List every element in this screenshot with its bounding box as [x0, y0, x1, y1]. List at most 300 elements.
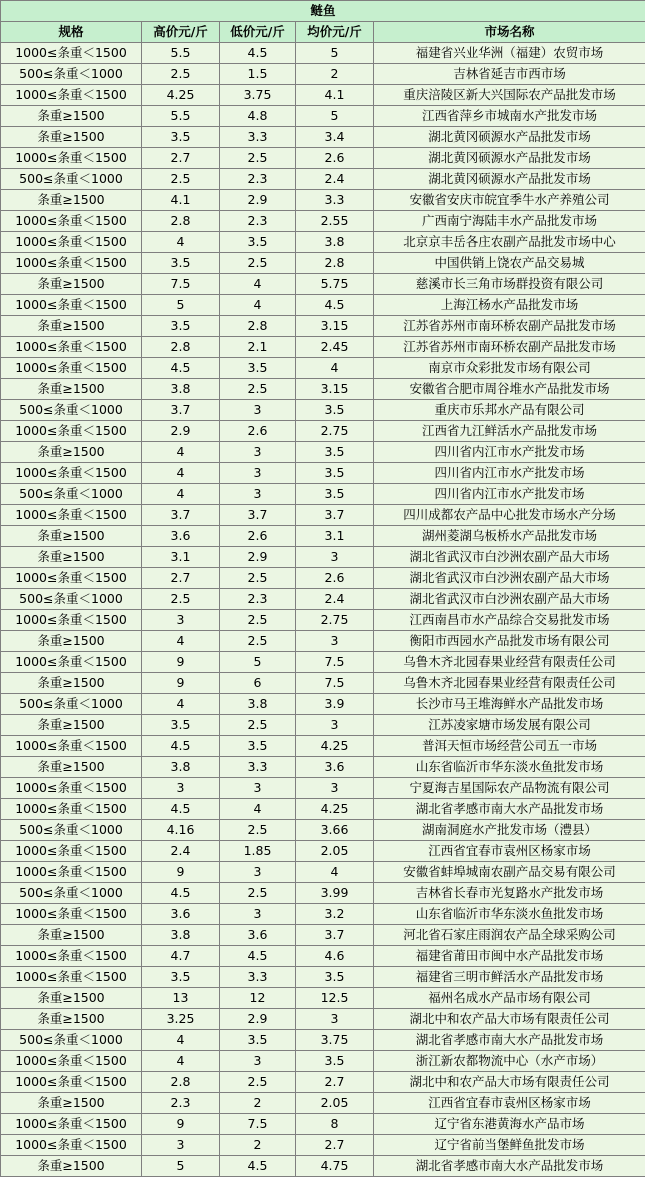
- table-row: [1, 379, 645, 400]
- low-price-cell: 3: [220, 484, 296, 505]
- market-name-cell: 长沙市马王堆海鲜水产品批发市场: [374, 694, 645, 715]
- avg-price-cell: 2.45: [296, 337, 374, 358]
- market-name-cell: 重庆涪陵区新大兴国际农产品批发市场: [374, 85, 645, 106]
- low-price-cell: 3.5: [220, 736, 296, 757]
- avg-price-cell: 3: [296, 778, 374, 799]
- low-price-cell: 2.5: [220, 610, 296, 631]
- spec-cell: 1000≤条重＜1500: [1, 85, 142, 106]
- spec-cell: 条重≥1500: [1, 1009, 142, 1030]
- table-row: [1, 904, 645, 925]
- spec-cell: 条重≥1500: [1, 925, 142, 946]
- spec-cell: 条重≥1500: [1, 547, 142, 568]
- avg-price-cell: 4.25: [296, 799, 374, 820]
- table-row: [1, 736, 645, 757]
- avg-price-cell: 3.75: [296, 1030, 374, 1051]
- low-price-cell: 2.5: [220, 631, 296, 652]
- header-row: [1, 22, 645, 43]
- high-price-cell: 4: [142, 631, 220, 652]
- high-price-cell: 4: [142, 1051, 220, 1072]
- low-price-cell: 4: [220, 295, 296, 316]
- table-row: [1, 127, 645, 148]
- spec-cell: 条重≥1500: [1, 1093, 142, 1114]
- low-price-cell: 2.3: [220, 169, 296, 190]
- low-price-cell: 2.9: [220, 1009, 296, 1030]
- high-price-cell: 3.5: [142, 715, 220, 736]
- low-price-cell: 4: [220, 799, 296, 820]
- avg-price-cell: 4: [296, 358, 374, 379]
- spec-cell: 500≤条重＜1000: [1, 883, 142, 904]
- low-price-cell: 2.1: [220, 337, 296, 358]
- spec-cell: 1000≤条重＜1500: [1, 568, 142, 589]
- high-price-cell: 3.1: [142, 547, 220, 568]
- high-price-cell: 3.5: [142, 127, 220, 148]
- avg-price-cell: 3.99: [296, 883, 374, 904]
- low-price-cell: 3: [220, 400, 296, 421]
- spec-cell: 1000≤条重＜1500: [1, 337, 142, 358]
- table-row: [1, 232, 645, 253]
- avg-price-cell: 8: [296, 1114, 374, 1135]
- table-row: [1, 841, 645, 862]
- table-row: [1, 1009, 645, 1030]
- table-row: [1, 43, 645, 64]
- table-row: [1, 652, 645, 673]
- market-name-cell: 上海江杨水产品批发市场: [374, 295, 645, 316]
- market-name-cell: 四川省内江市水产批发市场: [374, 442, 645, 463]
- header-high-price: 高价元/斤: [142, 22, 220, 43]
- avg-price-cell: 2.4: [296, 169, 374, 190]
- table-row: [1, 295, 645, 316]
- avg-price-cell: 3: [296, 547, 374, 568]
- spec-cell: 1000≤条重＜1500: [1, 148, 142, 169]
- avg-price-cell: 5: [296, 106, 374, 127]
- low-price-cell: 2.3: [220, 589, 296, 610]
- high-price-cell: 3.5: [142, 316, 220, 337]
- avg-price-cell: 7.5: [296, 673, 374, 694]
- avg-price-cell: 2.6: [296, 148, 374, 169]
- avg-price-cell: 2.75: [296, 421, 374, 442]
- market-name-cell: 安徽省蚌埠城南农副产品交易有限公司: [374, 862, 645, 883]
- high-price-cell: 3.8: [142, 757, 220, 778]
- market-name-cell: 北京京丰岳各庄农副产品批发市场中心: [374, 232, 645, 253]
- low-price-cell: 3: [220, 442, 296, 463]
- table-row: [1, 820, 645, 841]
- high-price-cell: 9: [142, 652, 220, 673]
- low-price-cell: 2.5: [220, 883, 296, 904]
- table-row: [1, 148, 645, 169]
- high-price-cell: 5.5: [142, 106, 220, 127]
- table-row: [1, 316, 645, 337]
- avg-price-cell: 2.05: [296, 841, 374, 862]
- high-price-cell: 4: [142, 463, 220, 484]
- table-row: [1, 442, 645, 463]
- market-name-cell: 中国供销上饶农产品交易城: [374, 253, 645, 274]
- avg-price-cell: 4.5: [296, 295, 374, 316]
- table-row: [1, 610, 645, 631]
- low-price-cell: 2.6: [220, 526, 296, 547]
- avg-price-cell: 3: [296, 715, 374, 736]
- avg-price-cell: 3.5: [296, 1051, 374, 1072]
- table-row: [1, 274, 645, 295]
- title-row: [1, 1, 645, 22]
- market-name-cell: 浙江新农都物流中心（水产市场）: [374, 1051, 645, 1072]
- high-price-cell: 2.8: [142, 337, 220, 358]
- low-price-cell: 4: [220, 274, 296, 295]
- high-price-cell: 3.5: [142, 253, 220, 274]
- table-row: [1, 526, 645, 547]
- market-name-cell: 江苏凌家塘市场发展有限公司: [374, 715, 645, 736]
- high-price-cell: 4.5: [142, 736, 220, 757]
- market-name-cell: 河北省石家庄雨润农产品全球采购公司: [374, 925, 645, 946]
- high-price-cell: 4: [142, 694, 220, 715]
- spec-cell: 条重≥1500: [1, 106, 142, 127]
- table-row: [1, 190, 645, 211]
- table-row: [1, 967, 645, 988]
- market-name-cell: 安徽省合肥市周谷堆水产品批发市场: [374, 379, 645, 400]
- high-price-cell: 9: [142, 673, 220, 694]
- table-row: [1, 169, 645, 190]
- table-row: [1, 85, 645, 106]
- spec-cell: 1000≤条重＜1500: [1, 1135, 142, 1156]
- market-name-cell: 江苏省苏州市南环桥农副产品批发市场: [374, 337, 645, 358]
- table-row: [1, 862, 645, 883]
- spec-cell: 1000≤条重＜1500: [1, 211, 142, 232]
- high-price-cell: 2.8: [142, 1072, 220, 1093]
- spec-cell: 条重≥1500: [1, 1156, 142, 1177]
- high-price-cell: 3: [142, 1135, 220, 1156]
- high-price-cell: 5: [142, 295, 220, 316]
- low-price-cell: 3.75: [220, 85, 296, 106]
- spec-cell: 条重≥1500: [1, 526, 142, 547]
- table-row: [1, 1093, 645, 1114]
- low-price-cell: 2.5: [220, 715, 296, 736]
- high-price-cell: 2.3: [142, 1093, 220, 1114]
- table-row: [1, 946, 645, 967]
- table-row: [1, 64, 645, 85]
- avg-price-cell: 3.3: [296, 190, 374, 211]
- high-price-cell: 13: [142, 988, 220, 1009]
- spec-cell: 条重≥1500: [1, 379, 142, 400]
- table-row: [1, 421, 645, 442]
- market-name-cell: 重庆市乐邦水产品有限公司: [374, 400, 645, 421]
- market-name-cell: 福建省三明市鲜活水产品批发市场: [374, 967, 645, 988]
- low-price-cell: 3: [220, 778, 296, 799]
- spec-cell: 1000≤条重＜1500: [1, 967, 142, 988]
- market-name-cell: 乌鲁木齐北园春果业经营有限责任公司: [374, 652, 645, 673]
- low-price-cell: 2: [220, 1093, 296, 1114]
- low-price-cell: 4.8: [220, 106, 296, 127]
- avg-price-cell: 3.5: [296, 463, 374, 484]
- high-price-cell: 2.5: [142, 169, 220, 190]
- table-row: [1, 505, 645, 526]
- high-price-cell: 4.5: [142, 358, 220, 379]
- avg-price-cell: 3.6: [296, 757, 374, 778]
- high-price-cell: 4.5: [142, 799, 220, 820]
- low-price-cell: 3.6: [220, 925, 296, 946]
- spec-cell: 1000≤条重＜1500: [1, 778, 142, 799]
- avg-price-cell: 3: [296, 1009, 374, 1030]
- high-price-cell: 9: [142, 1114, 220, 1135]
- spec-cell: 500≤条重＜1000: [1, 1030, 142, 1051]
- low-price-cell: 2.5: [220, 1072, 296, 1093]
- low-price-cell: 2.3: [220, 211, 296, 232]
- market-name-cell: 湖北中和农产品大市场有限责任公司: [374, 1009, 645, 1030]
- avg-price-cell: 4: [296, 862, 374, 883]
- header-low-price: 低价元/斤: [220, 22, 296, 43]
- spec-cell: 1000≤条重＜1500: [1, 43, 142, 64]
- low-price-cell: 2.6: [220, 421, 296, 442]
- table-row: [1, 1156, 645, 1177]
- avg-price-cell: 5.75: [296, 274, 374, 295]
- avg-price-cell: 3.9: [296, 694, 374, 715]
- market-name-cell: 广西南宁海陆丰水产品批发市场: [374, 211, 645, 232]
- market-name-cell: 福建省兴业华洲（福建）农贸市场: [374, 43, 645, 64]
- spec-cell: 1000≤条重＜1500: [1, 736, 142, 757]
- table-row: [1, 568, 645, 589]
- high-price-cell: 3.7: [142, 505, 220, 526]
- high-price-cell: 4.1: [142, 190, 220, 211]
- market-name-cell: 湖北省武汉市白沙洲农副产品大市场: [374, 589, 645, 610]
- table-row: [1, 715, 645, 736]
- market-name-cell: 辽宁省前当堡鲜鱼批发市场: [374, 1135, 645, 1156]
- market-name-cell: 南京市众彩批发市场有限公司: [374, 358, 645, 379]
- avg-price-cell: 12.5: [296, 988, 374, 1009]
- avg-price-cell: 3.7: [296, 505, 374, 526]
- spec-cell: 1000≤条重＜1500: [1, 253, 142, 274]
- low-price-cell: 3: [220, 904, 296, 925]
- spec-cell: 500≤条重＜1000: [1, 169, 142, 190]
- low-price-cell: 7.5: [220, 1114, 296, 1135]
- low-price-cell: 2.9: [220, 190, 296, 211]
- low-price-cell: 3: [220, 463, 296, 484]
- market-name-cell: 湖北黄冈硕源水产品批发市场: [374, 148, 645, 169]
- market-name-cell: 乌鲁木齐北园春果业经营有限责任公司: [374, 673, 645, 694]
- avg-price-cell: 2.75: [296, 610, 374, 631]
- table-row: [1, 1114, 645, 1135]
- avg-price-cell: 2.05: [296, 1093, 374, 1114]
- table-row: [1, 1135, 645, 1156]
- spec-cell: 条重≥1500: [1, 274, 142, 295]
- low-price-cell: 3.8: [220, 694, 296, 715]
- high-price-cell: 5.5: [142, 43, 220, 64]
- low-price-cell: 3.3: [220, 967, 296, 988]
- high-price-cell: 4.16: [142, 820, 220, 841]
- table-row: [1, 106, 645, 127]
- high-price-cell: 3.8: [142, 925, 220, 946]
- spec-cell: 1000≤条重＜1500: [1, 232, 142, 253]
- spec-cell: 条重≥1500: [1, 442, 142, 463]
- spec-cell: 1000≤条重＜1500: [1, 904, 142, 925]
- high-price-cell: 4: [142, 232, 220, 253]
- market-name-cell: 江苏省苏州市南环桥农副产品批发市场: [374, 316, 645, 337]
- market-name-cell: 慈溪市长三角市场群投资有限公司: [374, 274, 645, 295]
- spec-cell: 1000≤条重＜1500: [1, 946, 142, 967]
- low-price-cell: 1.5: [220, 64, 296, 85]
- high-price-cell: 7.5: [142, 274, 220, 295]
- low-price-cell: 2: [220, 1135, 296, 1156]
- spec-cell: 1000≤条重＜1500: [1, 505, 142, 526]
- avg-price-cell: 3.7: [296, 925, 374, 946]
- high-price-cell: 4.5: [142, 883, 220, 904]
- low-price-cell: 3.3: [220, 757, 296, 778]
- table-row: [1, 988, 645, 1009]
- spec-cell: 500≤条重＜1000: [1, 589, 142, 610]
- spec-cell: 1000≤条重＜1500: [1, 610, 142, 631]
- avg-price-cell: 4.6: [296, 946, 374, 967]
- low-price-cell: 2.5: [220, 568, 296, 589]
- spec-cell: 500≤条重＜1000: [1, 694, 142, 715]
- spec-cell: 1000≤条重＜1500: [1, 1051, 142, 1072]
- low-price-cell: 3: [220, 862, 296, 883]
- spec-cell: 1000≤条重＜1500: [1, 1072, 142, 1093]
- avg-price-cell: 3.8: [296, 232, 374, 253]
- market-name-cell: 吉林省延吉市西市场: [374, 64, 645, 85]
- table-row: [1, 757, 645, 778]
- avg-price-cell: 3.15: [296, 316, 374, 337]
- high-price-cell: 3.5: [142, 967, 220, 988]
- avg-price-cell: 2: [296, 64, 374, 85]
- spec-cell: 500≤条重＜1000: [1, 820, 142, 841]
- market-name-cell: 湖南洞庭水产批发市场（澧县）: [374, 820, 645, 841]
- avg-price-cell: 3.5: [296, 400, 374, 421]
- spec-cell: 1000≤条重＜1500: [1, 862, 142, 883]
- high-price-cell: 9: [142, 862, 220, 883]
- avg-price-cell: 3.5: [296, 484, 374, 505]
- low-price-cell: 2.9: [220, 547, 296, 568]
- market-name-cell: 普洱天恒市场经营公司五一市场: [374, 736, 645, 757]
- low-price-cell: 3.5: [220, 232, 296, 253]
- market-name-cell: 湖北中和农产品大市场有限责任公司: [374, 1072, 645, 1093]
- high-price-cell: 2.9: [142, 421, 220, 442]
- table-row: [1, 1072, 645, 1093]
- spec-cell: 1000≤条重＜1500: [1, 421, 142, 442]
- low-price-cell: 3.5: [220, 1030, 296, 1051]
- spec-cell: 条重≥1500: [1, 757, 142, 778]
- avg-price-cell: 2.4: [296, 589, 374, 610]
- spec-cell: 条重≥1500: [1, 988, 142, 1009]
- market-name-cell: 山东省临沂市华东淡水鱼批发市场: [374, 904, 645, 925]
- low-price-cell: 2.5: [220, 820, 296, 841]
- spec-cell: 条重≥1500: [1, 631, 142, 652]
- table-row: [1, 673, 645, 694]
- table-row: [1, 547, 645, 568]
- table-row: [1, 631, 645, 652]
- avg-price-cell: 2.8: [296, 253, 374, 274]
- low-price-cell: 2.5: [220, 379, 296, 400]
- high-price-cell: 4: [142, 1030, 220, 1051]
- avg-price-cell: 4.75: [296, 1156, 374, 1177]
- market-name-cell: 宁夏海吉星国际农产品物流有限公司: [374, 778, 645, 799]
- market-name-cell: 江西省宜春市袁州区杨家市场: [374, 841, 645, 862]
- low-price-cell: 3.5: [220, 358, 296, 379]
- spec-cell: 500≤条重＜1000: [1, 64, 142, 85]
- low-price-cell: 4.5: [220, 43, 296, 64]
- high-price-cell: 3: [142, 610, 220, 631]
- market-name-cell: 江西省萍乡市城南水产批发市场: [374, 106, 645, 127]
- header-market-name: 市场名称: [374, 22, 645, 43]
- low-price-cell: 2.5: [220, 148, 296, 169]
- avg-price-cell: 2.7: [296, 1135, 374, 1156]
- avg-price-cell: 3.2: [296, 904, 374, 925]
- market-name-cell: 湖北省孝感市南大水产品批发市场: [374, 799, 645, 820]
- high-price-cell: 3: [142, 778, 220, 799]
- spec-cell: 500≤条重＜1000: [1, 484, 142, 505]
- table-row: [1, 925, 645, 946]
- low-price-cell: 3.7: [220, 505, 296, 526]
- low-price-cell: 3: [220, 1051, 296, 1072]
- market-name-cell: 江西南昌市水产品综合交易批发市场: [374, 610, 645, 631]
- avg-price-cell: 3: [296, 631, 374, 652]
- market-name-cell: 江西省九江鲜活水产品批发市场: [374, 421, 645, 442]
- spec-cell: 条重≥1500: [1, 673, 142, 694]
- market-name-cell: 湖北省武汉市白沙洲农副产品大市场: [374, 547, 645, 568]
- avg-price-cell: 3.66: [296, 820, 374, 841]
- header-avg-price: 均价元/斤: [296, 22, 374, 43]
- table-row: [1, 400, 645, 421]
- table-row: [1, 253, 645, 274]
- market-name-cell: 山东省临沂市华东淡水鱼批发市场: [374, 757, 645, 778]
- avg-price-cell: 3.1: [296, 526, 374, 547]
- avg-price-cell: 2.55: [296, 211, 374, 232]
- low-price-cell: 4.5: [220, 1156, 296, 1177]
- table-row: [1, 358, 645, 379]
- high-price-cell: 2.5: [142, 64, 220, 85]
- avg-price-cell: 7.5: [296, 652, 374, 673]
- market-name-cell: 四川成都农产品中心批发市场水产分场: [374, 505, 645, 526]
- table-row: [1, 883, 645, 904]
- avg-price-cell: 3.15: [296, 379, 374, 400]
- market-name-cell: 湖北省武汉市白沙洲农副产品大市场: [374, 568, 645, 589]
- table-row: [1, 799, 645, 820]
- high-price-cell: 2.7: [142, 568, 220, 589]
- low-price-cell: 1.85: [220, 841, 296, 862]
- high-price-cell: 4.7: [142, 946, 220, 967]
- avg-price-cell: 5: [296, 43, 374, 64]
- avg-price-cell: 3.5: [296, 967, 374, 988]
- spec-cell: 条重≥1500: [1, 715, 142, 736]
- table-row: [1, 694, 645, 715]
- market-name-cell: 湖北省孝感市南大水产品批发市场: [374, 1030, 645, 1051]
- market-name-cell: 四川省内江市水产批发市场: [374, 484, 645, 505]
- table-row: [1, 337, 645, 358]
- spec-cell: 条重≥1500: [1, 127, 142, 148]
- high-price-cell: 2.5: [142, 589, 220, 610]
- low-price-cell: 6: [220, 673, 296, 694]
- spec-cell: 1000≤条重＜1500: [1, 799, 142, 820]
- table-row: [1, 211, 645, 232]
- low-price-cell: 2.8: [220, 316, 296, 337]
- spec-cell: 1000≤条重＜1500: [1, 295, 142, 316]
- market-name-cell: 福州名成水产品市场有限公司: [374, 988, 645, 1009]
- high-price-cell: 3.6: [142, 526, 220, 547]
- high-price-cell: 3.7: [142, 400, 220, 421]
- market-name-cell: 辽宁省东港黄海水产品市场: [374, 1114, 645, 1135]
- spec-cell: 条重≥1500: [1, 316, 142, 337]
- table-row: [1, 1030, 645, 1051]
- high-price-cell: 5: [142, 1156, 220, 1177]
- avg-price-cell: 2.7: [296, 1072, 374, 1093]
- high-price-cell: 4.25: [142, 85, 220, 106]
- high-price-cell: 3.6: [142, 904, 220, 925]
- market-name-cell: 四川省内江市水产批发市场: [374, 463, 645, 484]
- high-price-cell: 2.4: [142, 841, 220, 862]
- market-name-cell: 福建省莆田市闽中水产品批发市场: [374, 946, 645, 967]
- spec-cell: 500≤条重＜1000: [1, 400, 142, 421]
- spec-cell: 1000≤条重＜1500: [1, 463, 142, 484]
- market-name-cell: 衡阳市西园水产品批发市场有限公司: [374, 631, 645, 652]
- avg-price-cell: 4.1: [296, 85, 374, 106]
- table-row: [1, 778, 645, 799]
- avg-price-cell: 3.4: [296, 127, 374, 148]
